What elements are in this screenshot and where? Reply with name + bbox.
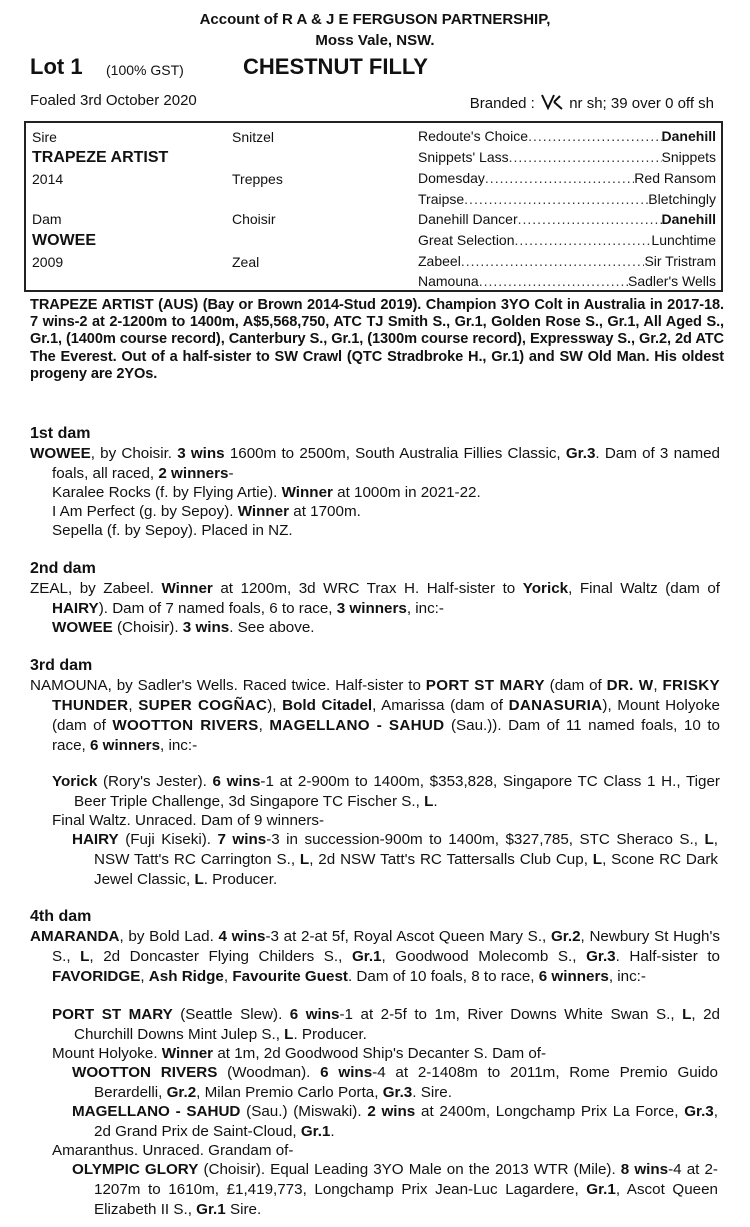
first-dam-entry: WOWEE, by Choisir. 3 wins 1600m to 2500m, South Australia Fillies Classic, Gr.3. Dam of 3 named foals, all raced, 2 winners- (30, 445, 721, 482)
third-dam-heading: 3rd dam (30, 657, 93, 674)
foal-entry: PORT ST MARY (Seattle Slew). 6 wins-1 at 2-5f to 1m, River Downs White Swan S., L, 2d Churchill Downs Mint Julep S., L. Producer. (52, 1006, 720, 1043)
foal-entry: Mount Holyoke. Winner at 1m, 2d Goodwood Ship's Decanter S. Dam of- (52, 1045, 547, 1062)
third-dam-entry: NAMOUNA, by Sadler's Wells. Raced twice. Half-sister to PORT ST MARY (dam of DR. W, FRISKY THUNDER, SUPER COGÑAC), Bold Citadel, Amarissa (dam of DANASURIA), Mount Holyoke (dam of WOOTTON RIVERS, MAGELLANO - SAHUD (Sau.)). Dam of 11 named foals, 10 to race, 6 winners, inc:- (30, 677, 720, 754)
dam-name: WOWEE (32, 232, 96, 249)
sire-label: Sire (32, 129, 57, 145)
foaled-date: Foaled 3rd October 2020 (30, 92, 197, 109)
ped-row: Traipse ..... Bletchingly (418, 191, 716, 207)
fourth-dam-entry: AMARANDA, by Bold Lad. 4 wins-3 at 2-at 5f, Royal Ascot Queen Mary S., Gr.2, Newbury St Hugh's S., L, 2d Doncaster Flying Childers S., Gr.1, Goodwood Molecomb S., Gr.3. Half-sister to FAVORIDGE, Ash Ridge, Favourite Guest. Dam of 10 foals, 8 to race, 6 winners, inc:- (30, 928, 720, 985)
brand-mark-icon (539, 92, 565, 112)
foal-entry: WOWEE (Choisir). 3 wins. See above. (52, 619, 315, 636)
second-dam-entry: ZEAL, by Zabeel. Winner at 1200m, 3d WRC Trax H. Half-sister to Yorick, Final Waltz (dam of HAIRY). Dam of 7 named foals, 6 to race, 3 winners, inc:- (30, 580, 720, 617)
ped-row: Namouna ..... Sadler's Wells (418, 273, 716, 289)
grandfoal-entry: OLYMPIC GLORY (Choisir). Equal Leading 3YO Male on the 2013 WTR (Mile). 8 wins-4 at 2-1207m to 1610m, £1,419,773, Longchamp Prix Jean-Luc Lagardere, Gr.1, Ascot Queen Elizabeth II S., Gr.1 Sire. (72, 1161, 718, 1218)
sire-year: 2014 (32, 171, 64, 187)
sire-summary: TRAPEZE ARTIST (AUS) (Bay or Brown 2014-Stud 2019). Champion 3YO Colt in Australia in 2017-18. 7 wins-2 at 2-1200m to 1400m, A$5,568,750, ATC TJ Smith S., Gr.1, Golden Rose S., Gr.1, All Aged S., Gr.1, (1400m course record), Canterbury S., Gr.1, (1300m course record), Expressway S., Gr.2, 2d ATC The Everest. Out of a half-sister to SW Crawl (QTC Stradbroke H., Gr.1) and SW Old Man. His oldest progeny are 2YOs. (30, 297, 724, 382)
foal-entry: Final Waltz. Unraced. Dam of 9 winners- (52, 812, 325, 829)
ped-row: Zabeel ..... Sir Tristram (418, 253, 716, 269)
gst-note: (100% GST) (106, 62, 184, 78)
grandfoal-entry: HAIRY (Fuji Kiseki). 7 wins-3 in succession-900m to 1400m, $327,785, STC Sheraco S., L, NSW Tatt's RC Carrington S., L, 2d NSW Tatt's RC Tattersalls Club Cup, L, Scone RC Dark Jewel Classic, L. Producer. (72, 831, 718, 888)
ped-row: Great Selection ..... Lunchtime (418, 232, 716, 248)
branded-label: Branded : (469, 95, 535, 112)
brand-info (470, 92, 714, 112)
sire-name: TRAPEZE ARTIST (32, 149, 169, 166)
lot-line (30, 54, 730, 84)
foal-entry: Yorick (Rory's Jester). 6 wins-1 at 2-900m to 1400m, $353,828, Singapore TC Class 1 H., Tiger Beer Triple Challenge, 3d Singapore TC Fischer S., L. (52, 773, 720, 810)
foal-entry: Amaranthus. Unraced. Grandam of- (52, 1142, 294, 1159)
foal-entry: I Am Perfect (g. by Sepoy). Winner at 1700m. (52, 503, 361, 520)
lot-description: CHESTNUT FILLY (243, 54, 428, 79)
dam-label: Dam (32, 211, 62, 227)
ped-row: Redoute's Choice ..... Danehill (418, 128, 716, 144)
ped-row: Snippets' Lass ..... Snippets (418, 149, 716, 165)
second-dam-heading: 2nd dam (30, 560, 96, 577)
ped-row: Danehill Dancer ..... Danehill (418, 211, 716, 227)
sire-dam: Treppes (232, 171, 283, 187)
brand-text: nr sh; 39 over 0 off sh (569, 95, 714, 112)
dam-year: 2009 (32, 254, 64, 270)
first-dam-heading: 1st dam (30, 425, 91, 442)
vendor-line: Account of R A & J E FERGUSON PARTNERSHIP, (199, 11, 551, 28)
grandfoal-entry: MAGELLANO - SAHUD (Sau.) (Miswaki). 2 wins at 2400m, Longchamp Prix La Force, Gr.3, 2d Grand Prix de Saint-Cloud, Gr.1. (72, 1103, 718, 1140)
dam-dam: Zeal (232, 254, 260, 270)
grandfoal-entry: WOOTTON RIVERS (Woodman). 6 wins-4 at 2-1408m to 2011m, Rome Premio Guido Berardelli, Gr.2, Milan Premio Carlo Porta, Gr.3. Sire. (72, 1064, 718, 1101)
dam-sire: Choisir (232, 211, 276, 227)
ped-row: Domesday ..... Red Ransom (418, 170, 716, 186)
lot-number: Lot 1 (30, 54, 83, 79)
foal-entry: Karalee Rocks (f. by Flying Artie). Winner at 1000m in 2021-22. (52, 484, 481, 501)
vendor-location: Moss Vale, NSW. (315, 32, 435, 49)
sire-sire: Snitzel (232, 129, 275, 145)
fourth-dam-heading: 4th dam (30, 908, 92, 925)
pedigree-table (24, 121, 723, 292)
foal-entry: Sepella (f. by Sepoy). Placed in NZ. (52, 522, 293, 539)
